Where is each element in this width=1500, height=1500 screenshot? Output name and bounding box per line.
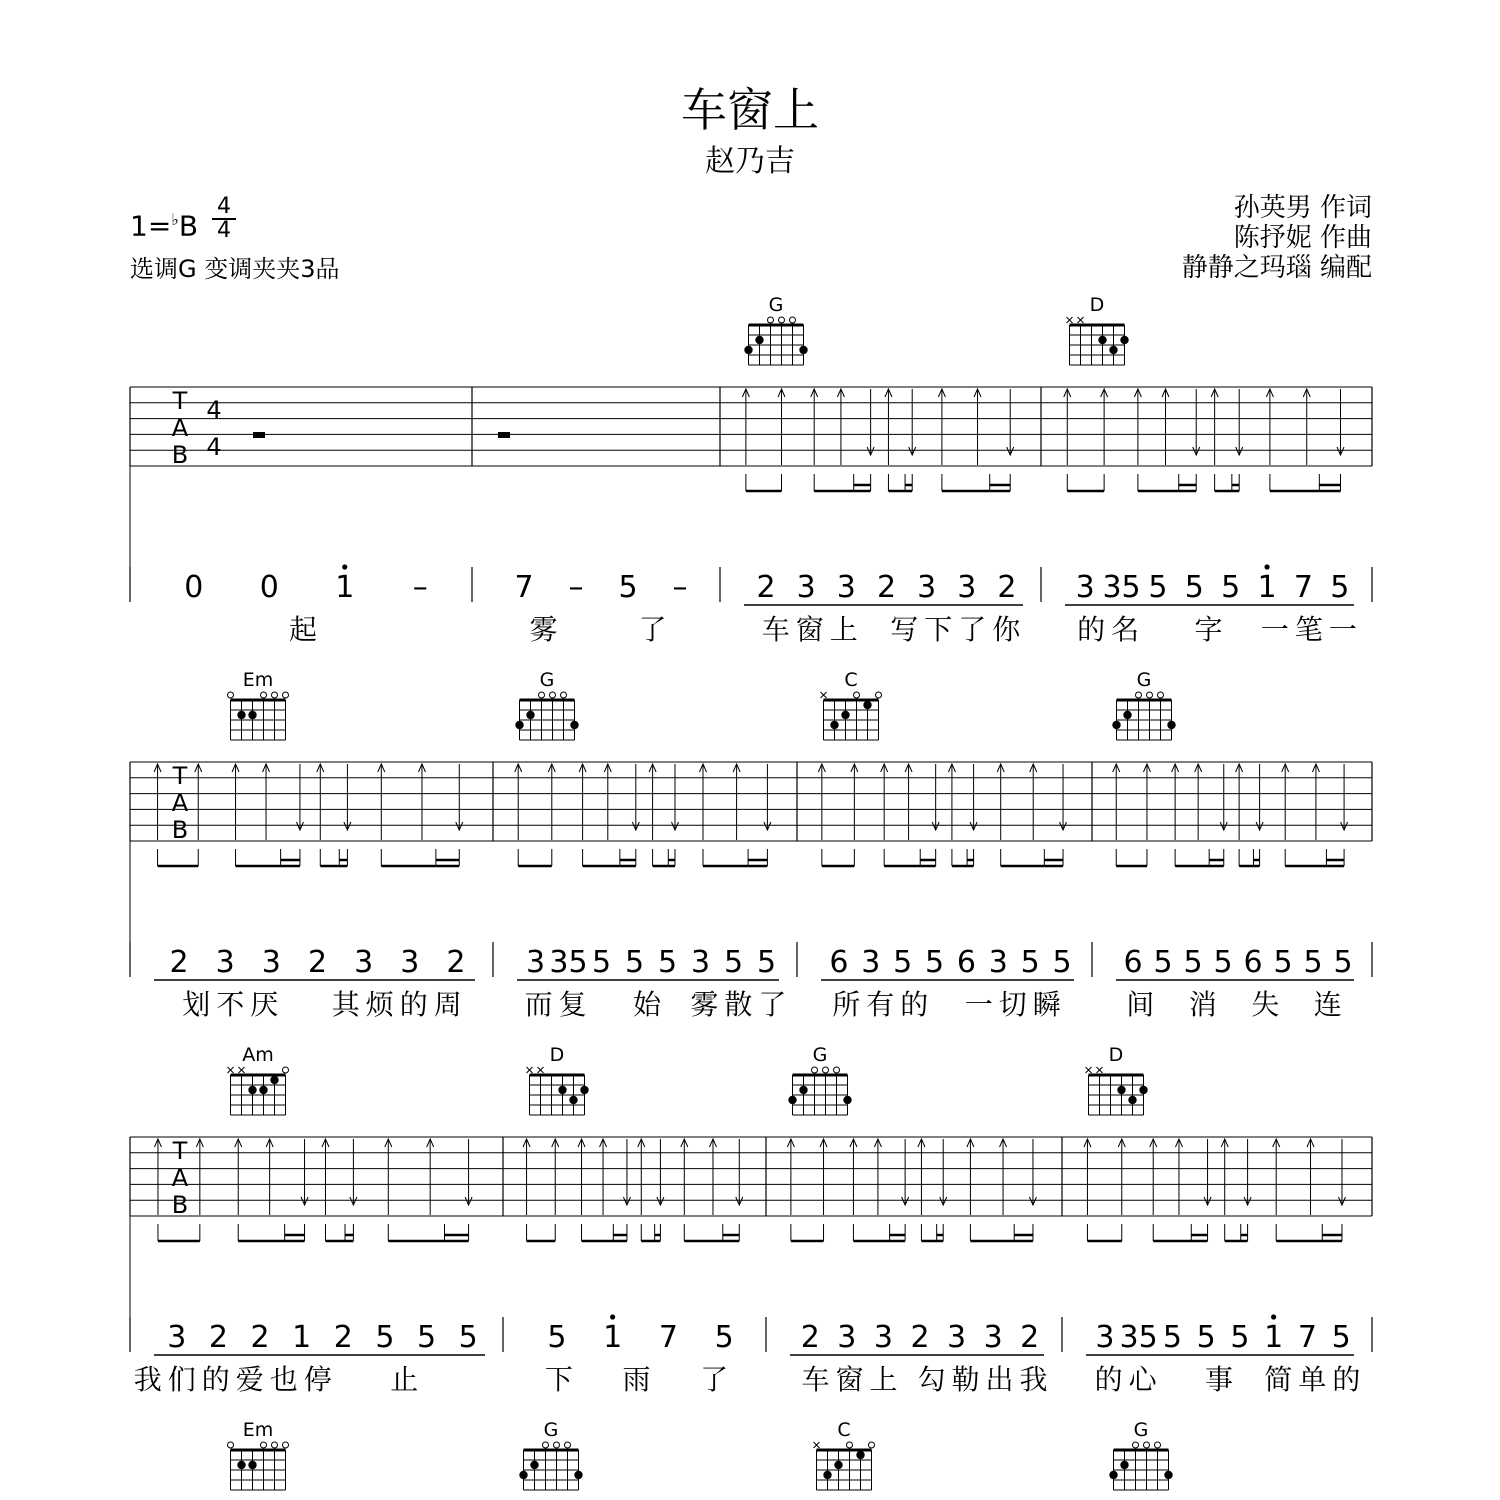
finger-dot: [237, 711, 245, 719]
chord-diagram-g: [788, 1044, 851, 1115]
chord-name: G: [543, 1419, 559, 1441]
chord-diagram-em: [228, 669, 289, 740]
tab-letter: T: [172, 1137, 188, 1165]
muted-string-marker: [239, 1067, 245, 1073]
finger-dot: [248, 1461, 256, 1469]
jianpu-note: 0: [184, 570, 204, 605]
jianpu-note: –: [568, 570, 584, 605]
lyric-text: 失: [1251, 988, 1286, 1021]
jianpu-note: 6: [1243, 945, 1263, 980]
muted-string-marker: [538, 1067, 544, 1073]
lyric-text: 了: [700, 1363, 735, 1396]
finger-dot: [843, 1096, 851, 1104]
jianpu-note: 3: [690, 945, 711, 980]
lyric-text: 字: [1194, 613, 1229, 646]
jianpu-note: 3: [796, 570, 816, 605]
lyric-text: 车窗上: [801, 1363, 904, 1396]
open-string-marker: [1133, 1442, 1139, 1448]
tab-letter: B: [171, 816, 189, 844]
finger-dot: [823, 1471, 831, 1479]
jianpu-note: 1: [1264, 1320, 1284, 1355]
jianpu-note: 5: [1331, 1320, 1351, 1355]
jianpu-note: 5: [1052, 945, 1072, 980]
finger-dot: [237, 1461, 245, 1469]
finger-dot: [1120, 1461, 1128, 1469]
jianpu-note: 3: [400, 945, 420, 980]
open-string-marker: [1158, 692, 1164, 698]
chord-diagram-g: [1109, 1419, 1172, 1490]
tab-time-denominator: 4: [206, 433, 222, 461]
jianpu-note: 35: [549, 945, 588, 980]
jianpu-note: –: [412, 570, 428, 605]
jianpu-note: 7: [1293, 570, 1313, 605]
finger-dot: [1123, 711, 1131, 719]
open-string-marker: [812, 1067, 818, 1073]
finger-dot: [526, 711, 534, 719]
chord-diagram-g: [1112, 669, 1175, 740]
whole-rest: [498, 432, 510, 438]
lyric-text: 始: [632, 988, 668, 1021]
finger-dot: [1120, 336, 1128, 344]
jianpu-note: 3: [215, 945, 235, 980]
lyric-text: 起: [288, 613, 324, 646]
jianpu-note: 1: [335, 570, 355, 605]
open-string-marker: [554, 1442, 560, 1448]
jianpu-note: 1: [1257, 570, 1277, 605]
chord-diagram-c: [814, 1419, 875, 1490]
jianpu-note: 3: [261, 945, 281, 980]
open-string-marker: [768, 317, 774, 323]
jianpu-note: 1: [603, 1320, 623, 1355]
jianpu-note: 35: [1102, 570, 1141, 605]
jianpu-note: 5: [893, 945, 913, 980]
jianpu-note: 3: [167, 1320, 187, 1355]
jianpu-note: 6: [829, 945, 849, 980]
arranger-credit: 静静之玛瑙 编配: [1181, 253, 1372, 283]
chord-name: Am: [242, 1044, 274, 1066]
muted-string-marker: [228, 1067, 234, 1073]
jianpu-note: 5: [723, 945, 744, 980]
muted-string-marker: [1078, 317, 1084, 323]
jianpu-note: 5: [1303, 945, 1323, 980]
open-string-marker: [854, 692, 860, 698]
high-octave-dot: [610, 1314, 615, 1319]
jianpu-note: 5: [1196, 1320, 1216, 1355]
tab-letter: A: [171, 414, 189, 442]
finger-dot: [755, 336, 763, 344]
open-string-marker: [847, 1442, 853, 1448]
tab-letter: B: [171, 1191, 189, 1219]
jianpu-note: 5: [1162, 1320, 1182, 1355]
lyric-text: 其烦的周: [331, 988, 468, 1021]
jianpu-note: 5: [375, 1320, 395, 1355]
finger-dot: [1139, 1086, 1147, 1094]
finger-dot: [788, 1096, 796, 1104]
tab-letter: T: [172, 762, 188, 790]
lyric-text: 简单的: [1264, 1363, 1367, 1396]
lyric-text: 间: [1126, 988, 1161, 1021]
open-string-marker: [228, 692, 234, 698]
finger-dot: [570, 721, 578, 729]
lyric-text: 连: [1313, 988, 1348, 1021]
flat-symbol: ♭: [171, 210, 179, 229]
chord-name: G: [768, 294, 784, 316]
time-numerator: 4: [217, 194, 231, 219]
open-string-marker: [272, 692, 278, 698]
jianpu-note: 5: [657, 945, 678, 980]
chord-name: C: [844, 669, 858, 691]
tab-letter: T: [172, 387, 188, 415]
open-string-marker: [261, 692, 267, 698]
jianpu-note: 5: [925, 945, 945, 980]
jianpu-note: 5: [1183, 945, 1203, 980]
muted-string-marker: [814, 1442, 820, 1448]
chord-diagram-em: [228, 1419, 289, 1490]
open-string-marker: [561, 692, 567, 698]
song-artist: 赵乃吉: [705, 144, 795, 179]
jianpu-note: 2: [910, 1320, 930, 1355]
jianpu-note: 2: [333, 1320, 353, 1355]
muted-string-marker: [1067, 317, 1073, 323]
jianpu-note: 3: [861, 945, 881, 980]
capo-note: 选调G 变调夹夹3品: [130, 255, 340, 283]
chord-diagram-am: [228, 1044, 289, 1115]
jianpu-note: 3: [837, 1320, 857, 1355]
open-string-marker: [1136, 692, 1142, 698]
finger-dot: [574, 1471, 582, 1479]
finger-dot: [1098, 336, 1106, 344]
finger-dot: [248, 1086, 256, 1094]
finger-dot: [799, 1086, 807, 1094]
jianpu-note: 2: [169, 945, 189, 980]
jianpu-note: 3: [988, 945, 1008, 980]
jianpu-note: 5: [1273, 945, 1293, 980]
chord-name: Em: [242, 1419, 274, 1441]
muted-string-marker: [1086, 1067, 1092, 1073]
finger-dot: [519, 1471, 527, 1479]
chord-diagram-d: [1067, 294, 1129, 365]
jianpu-note: 5: [547, 1320, 567, 1355]
chord-name: G: [1133, 1419, 1149, 1441]
time-denominator: 4: [217, 218, 231, 243]
open-string-marker: [565, 1442, 571, 1448]
tab-letter: A: [171, 789, 189, 817]
open-string-marker: [1147, 692, 1153, 698]
muted-string-marker: [527, 1067, 533, 1073]
finger-dot: [558, 1086, 566, 1094]
lyric-text: 所有的: [832, 988, 935, 1021]
high-octave-dot: [342, 564, 347, 569]
tab-letter: B: [171, 441, 189, 469]
open-string-marker: [834, 1067, 840, 1073]
jianpu-note: 5: [624, 945, 645, 980]
finger-dot: [830, 721, 838, 729]
open-string-marker: [876, 692, 882, 698]
open-string-marker: [550, 692, 556, 698]
finger-dot: [580, 1086, 588, 1094]
jianpu-note: 2: [446, 945, 466, 980]
lyric-text: 消: [1188, 988, 1223, 1021]
muted-string-marker: [1097, 1067, 1103, 1073]
jianpu-note: 5: [591, 945, 612, 980]
jianpu-note: 3: [983, 1320, 1003, 1355]
jianpu-note: 6: [1123, 945, 1143, 980]
finger-dot: [744, 346, 752, 354]
jianpu-note: 5: [1148, 570, 1168, 605]
finger-dot: [1167, 721, 1175, 729]
chord-name: G: [1136, 669, 1152, 691]
jianpu-note: 5: [714, 1320, 734, 1355]
whole-rest: [253, 432, 265, 438]
lyric-text: 我们的爱也停: [133, 1363, 338, 1396]
lyric-text: 一笔一: [1260, 613, 1363, 646]
chord-name: D: [1089, 294, 1105, 316]
lyric-text: 写下了你: [890, 613, 1027, 646]
jianpu-note: 7: [1297, 1320, 1317, 1355]
open-string-marker: [283, 692, 289, 698]
jianpu-note: 3: [873, 1320, 893, 1355]
jianpu-note: 5: [458, 1320, 478, 1355]
jianpu-note: 0: [259, 570, 279, 605]
lyric-text: 雾散了: [690, 988, 793, 1021]
finger-dot: [1109, 346, 1117, 354]
chord-name: G: [539, 669, 555, 691]
chord-diagram-g: [744, 294, 807, 365]
finger-dot: [259, 1086, 267, 1094]
jianpu-note: 3: [947, 1320, 967, 1355]
open-string-marker: [790, 317, 796, 323]
jianpu-note: 5: [1221, 570, 1241, 605]
lyric-text: 划不厌: [182, 988, 285, 1021]
jianpu-note: 3: [1095, 1320, 1115, 1355]
jianpu-note: 3: [957, 570, 977, 605]
high-octave-dot: [1264, 564, 1269, 569]
chord-name: D: [1108, 1044, 1124, 1066]
tab-letter: A: [171, 1164, 189, 1192]
jianpu-note: 2: [756, 570, 776, 605]
jianpu-note: 5: [1020, 945, 1040, 980]
high-octave-dot: [1271, 1314, 1276, 1319]
open-string-marker: [272, 1442, 278, 1448]
finger-dot: [1164, 1471, 1172, 1479]
lyric-text: 雨: [622, 1363, 657, 1396]
finger-dot: [248, 711, 256, 719]
jianpu-note: 3: [917, 570, 937, 605]
jianpu-note: 5: [1213, 945, 1233, 980]
finger-dot: [569, 1096, 577, 1104]
open-string-marker: [1155, 1442, 1161, 1448]
key-note: B: [178, 209, 199, 243]
lyric-text: 止: [390, 1363, 425, 1396]
finger-dot: [856, 1451, 864, 1459]
finger-dot: [863, 701, 871, 709]
finger-dot: [1112, 721, 1120, 729]
chord-name: C: [837, 1419, 851, 1441]
jianpu-note: 6: [956, 945, 976, 980]
open-string-marker: [543, 1442, 549, 1448]
jianpu-note: 5: [756, 945, 777, 980]
finger-dot: [834, 1461, 842, 1469]
finger-dot: [515, 721, 523, 729]
finger-dot: [270, 1076, 278, 1084]
key-prefix: 1=: [130, 209, 172, 243]
jianpu-note: 5: [1330, 570, 1350, 605]
jianpu-note: 5: [618, 570, 638, 605]
jianpu-note: –: [672, 570, 688, 605]
jianpu-note: 2: [307, 945, 328, 980]
jianpu-note: 35: [1119, 1320, 1158, 1355]
open-string-marker: [539, 692, 545, 698]
chord-diagram-d: [527, 1044, 589, 1115]
jianpu-note: 3: [525, 945, 546, 980]
jianpu-note: 7: [658, 1320, 678, 1355]
jianpu-note: 3: [836, 570, 856, 605]
composer-credit: 陈抒妮 作曲: [1233, 223, 1372, 253]
finger-dot: [799, 346, 807, 354]
chord-name: D: [549, 1044, 565, 1066]
jianpu-note: 2: [208, 1320, 228, 1355]
jianpu-note: 3: [1075, 570, 1095, 605]
lyric-text: 了: [638, 613, 673, 646]
jianpu-note: 7: [514, 570, 534, 605]
muted-string-marker: [821, 692, 827, 698]
chord-diagram-g: [515, 669, 578, 740]
finger-dot: [1109, 1471, 1117, 1479]
lyric-text: 车窗上: [761, 613, 864, 646]
chord-diagram-g: [519, 1419, 582, 1490]
open-string-marker: [283, 1442, 289, 1448]
jianpu-note: 5: [1333, 945, 1353, 980]
open-string-marker: [869, 1442, 875, 1448]
jianpu-note: 2: [997, 570, 1017, 605]
jianpu-note: 5: [417, 1320, 437, 1355]
jianpu-note: 2: [250, 1320, 270, 1355]
lyricist-credit: 孙英男 作词: [1233, 193, 1372, 223]
jianpu-note: 5: [1153, 945, 1173, 980]
chord-name: Em: [242, 669, 274, 691]
song-title: 车窗上: [681, 83, 819, 137]
finger-dot: [1128, 1096, 1136, 1104]
jianpu-note: 2: [876, 570, 897, 605]
open-string-marker: [1144, 1442, 1150, 1448]
lyric-text: 而复: [524, 988, 593, 1021]
lyric-text: 的名: [1077, 613, 1146, 646]
chord-diagram-d: [1086, 1044, 1148, 1115]
lyric-text: 下: [544, 1363, 579, 1396]
finger-dot: [841, 711, 849, 719]
finger-dot: [1117, 1086, 1125, 1094]
open-string-marker: [823, 1067, 829, 1073]
jianpu-note: 2: [800, 1320, 820, 1355]
jianpu-note: 5: [1184, 570, 1204, 605]
lyric-text: 勾勒出我: [917, 1363, 1054, 1396]
chord-diagram-c: [821, 669, 882, 740]
lyric-text: 的心: [1094, 1363, 1163, 1396]
finger-dot: [530, 1461, 538, 1469]
lyric-text: 雾: [529, 613, 564, 646]
open-string-marker: [228, 1442, 234, 1448]
tab-time-numerator: 4: [206, 396, 222, 424]
jianpu-note: 2: [1020, 1320, 1040, 1355]
open-string-marker: [283, 1067, 289, 1073]
jianpu-note: 1: [292, 1320, 312, 1355]
lyric-text: 事: [1204, 1363, 1240, 1396]
open-string-marker: [261, 1442, 267, 1448]
chord-name: G: [812, 1044, 828, 1066]
open-string-marker: [779, 317, 785, 323]
lyric-text: 一切瞬: [964, 988, 1067, 1021]
jianpu-note: 5: [1230, 1320, 1250, 1355]
jianpu-note: 3: [354, 945, 374, 980]
